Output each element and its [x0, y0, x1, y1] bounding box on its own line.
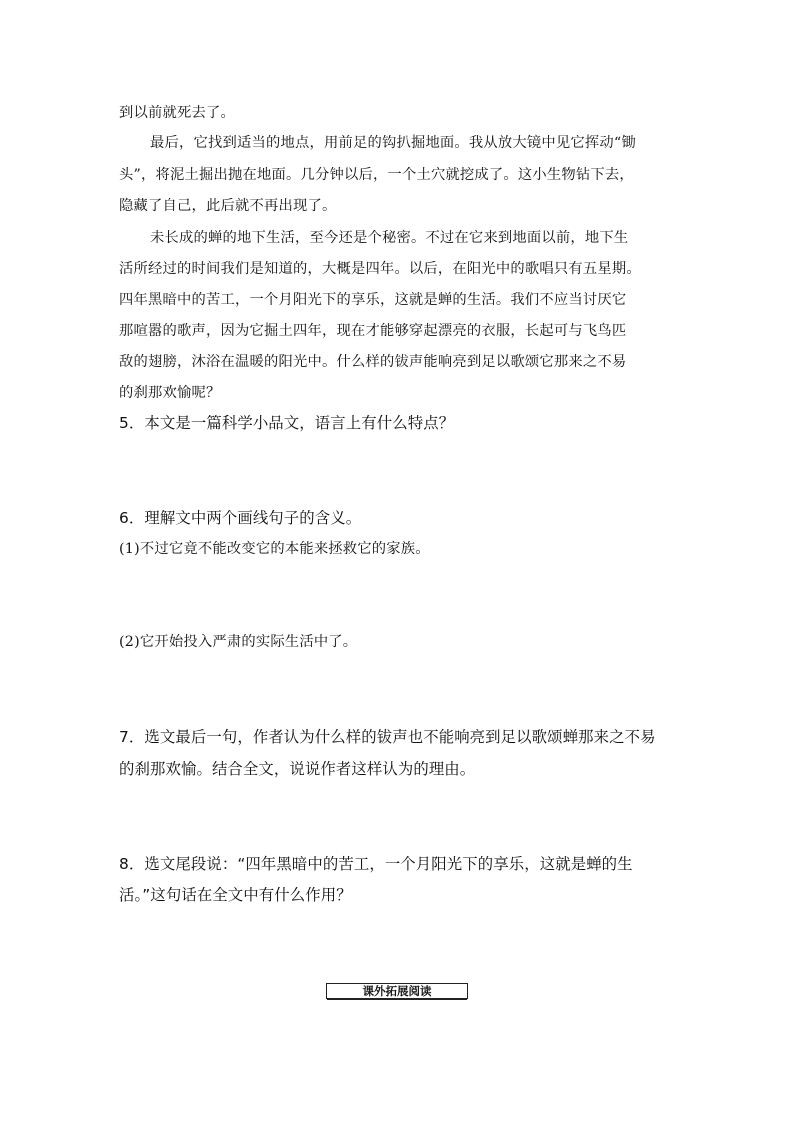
passage-line: 活所经过的时间我们是知道的，大概是四年。以后，在阳光中的歌唱只有五星期。 — [119, 261, 641, 277]
passage-line: 的刹那欢愉呢？ — [119, 385, 221, 401]
question-6-part-2: (2)它开始投入严肃的实际生活中了。 — [119, 634, 358, 650]
question-6-part-1: (1)不过它竟不能改变它的本能来拯救它的家族。 — [119, 541, 430, 557]
passage-line: 敌的翅膀，沐浴在温暖的阳光中。什么样的钹声能响亮到足以歌颂它那来之不易 — [119, 354, 627, 370]
passage-line: 到以前就死去了。 — [119, 105, 235, 121]
question-8-line-1: 8．选文尾段说：“四年黑暗中的苦工，一个月阳光下的享乐，这就是蝉的生 — [119, 855, 633, 873]
passage-line: 头”，将泥土掘出抛在地面。几分钟以后，一个土穴就挖成了。这小生物钻下去， — [119, 167, 634, 183]
passage-line: 最后，它找到适当的地点，用前足的钩扒掘地面。我从放大镜中见它挥动“锄 — [150, 135, 636, 151]
question-7-line-2: 的刹那欢愉。结合全文，说说作者这样认为的理由。 — [119, 760, 476, 778]
passage-line: 那喧嚣的歌声，因为它掘土四年，现在才能够穿起漂亮的衣服，长起可与飞鸟匹 — [119, 323, 627, 339]
passage-line: 未长成的蝉的地下生活，至今还是个秘密。不过在它来到地面以前，地下生 — [150, 230, 629, 246]
section-heading: 课外拓展阅读 — [326, 983, 468, 999]
question-6: 6．理解文中两个画线句子的含义。 — [119, 509, 362, 527]
passage-line: 隐藏了自己，此后就不再出现了。 — [119, 198, 337, 214]
question-7-line-1: 7．选文最后一句，作者认为什么样的钹声也不能响亮到足以歌颂蝉那来之不易 — [119, 728, 656, 746]
question-8-line-2: 活。”这句话在全文中有什么作用？ — [119, 886, 352, 904]
question-5: 5．本文是一篇科学小品文，语言上有什么特点？ — [119, 414, 455, 432]
passage-line: 四年黑暗中的苦工，一个月阳光下的享乐，这就是蝉的生活。我们不应当讨厌它 — [119, 292, 627, 308]
